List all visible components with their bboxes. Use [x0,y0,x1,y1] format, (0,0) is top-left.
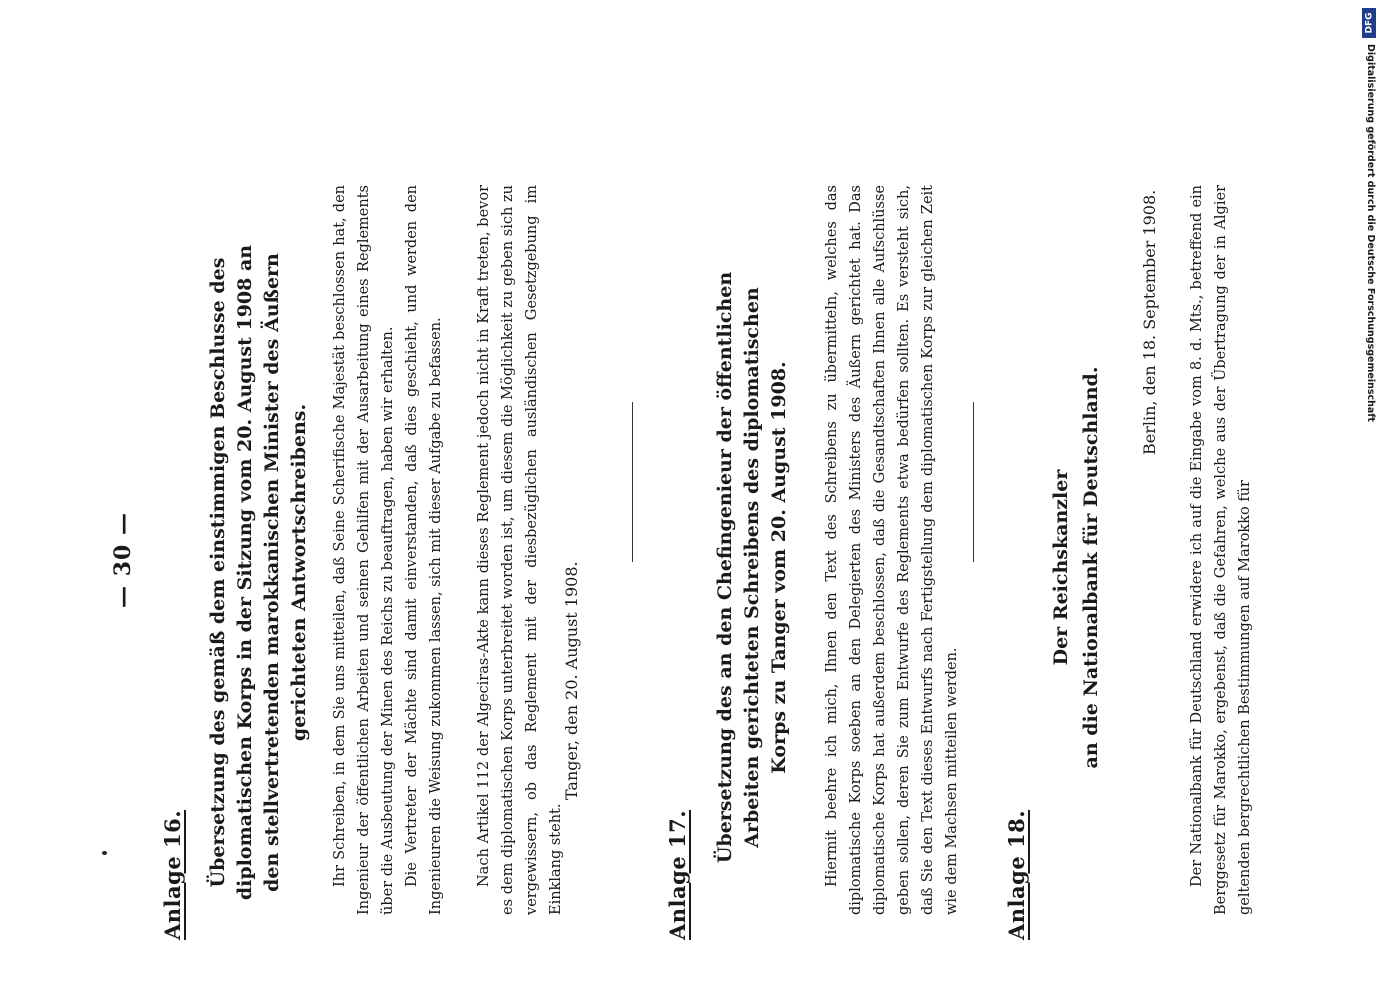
anlage-17-paragraph-1: Hiermit beehre ich mich, Ihnen den Text des Schreibens zu übermitteln, welches das diplomatische Korps soeben an den Delegierten des Ministers des Äußern gerichtet hat. Das diplomatische Korps hat außerdem beschlossen, daß die Gesandtschaften Ihnen alle Aufschlüsse geben sollen, deren Sie zum Entwurfe des Reglements etwa bedürfen sollten. Es versteht sich, daß Sie den Text dieses Entwurfs nach Fertigstellung dem diplomatischen Korps zur gleichen Zeit wie dem Machsen mitteilen werden. [824,185,960,915]
anlage-18-paragraph-1: Der Nationalbank für Deutschland erwidere ich auf die Eingabe vom 8. d. Mts., betreffend ein Berggesetz für Marokko, ergebenst, daß die Gefahren, welche aus der Übertragung der in Algier geltenden bergrechtlichen Bestimmungen auf Marokko für [1189,185,1253,915]
separator-rule [632,402,633,562]
page-number: — 30 — [110,512,136,608]
anlage-18-heading: Anlage 18. [1004,809,1029,940]
anlage-16-paragraph-3: Nach Artikel 112 der Algeciras-Akte kann dieses Reglement jedoch nicht in Kraft treten, bevor es dem diplomatischen Korps unterbreitet worden ist, um diesem die Möglichkeit zu geben sich zu vergewissern, ob das Reglement mit der diesbezüglichen ausländischen Gesetzgebung im Einklang steht. [476,185,564,915]
anlage-16-dateline: Tanger, den 20. August 1908. [562,561,581,800]
anlage-17-title: Übersetzung des an den Chefingenieur der öffentlichen Arbeiten gerichteten Schreibens des diplomatischen Korps zu Tanger vom 20. August 1908. [714,271,790,864]
anlage-17-heading: Anlage 17. [665,809,690,940]
anlage-18-title-line-1: Der Reichskanzler [1050,469,1072,666]
anlage-18-title-line-2: an die Nationalbank für Deutschland. [1080,366,1102,769]
scan-speck [102,851,107,855]
anlage-16-paragraph-1: Ihr Schreiben, in dem Sie uns mitteilen, daß Seine Scherifische Majestät beschlossen hat, den Ingenieur der öffentlichen Arbeiten und seinen Gehilfen mit der Ausarbeitung eines Reglements über die Ausbeutung der Minen des Reichs zu beauftragen, haben wir erhalten. [332,185,396,915]
digitization-note: Digitalisierung gefördert durch die Deutsche Forschungsgemeinschaft [1365,44,1376,422]
anlage-16-title: Übersetzung des gemäß dem einstimmigen Beschlusse des diplomatischen Korps in der Sitzung vom 20. August 1908 an den stellvertretenden marokkanischen Minister des Äußern gerichteten Antwortschreibens. [207,244,310,901]
anlage-16-paragraph-2: Die Vertreter der Mächte sind damit einverstanden, daß dies geschieht, und werden den Ingenieuren die Weisung zukommen lassen, sich mit dieser Aufgabe zu befassen. [404,185,444,915]
anlage-18-dateline: Berlin, den 18. September 1908. [1140,189,1159,455]
anlage-16-heading: Anlage 16. [160,809,185,940]
dfg-logo: DFG [1362,8,1376,38]
separator-rule [973,402,974,562]
rotated-page [100,140,1330,980]
